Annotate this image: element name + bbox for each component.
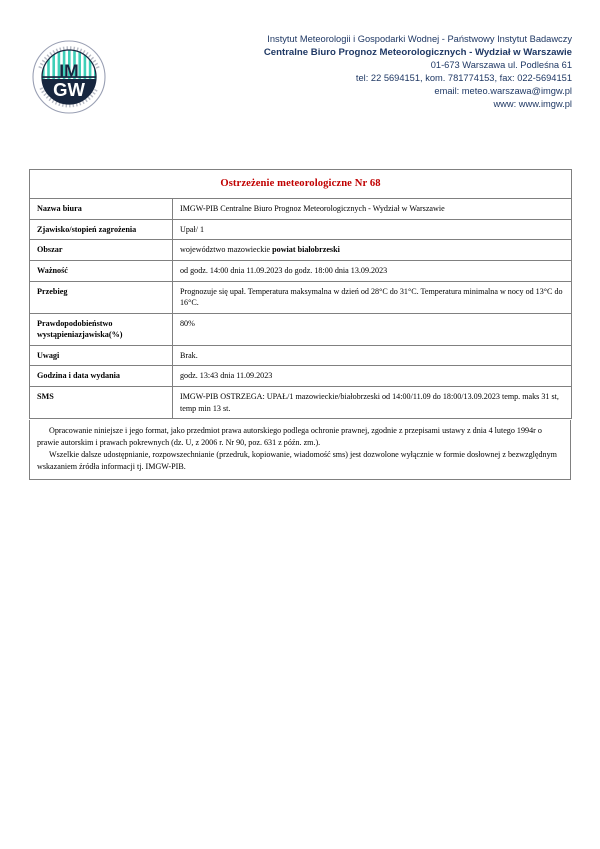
row-label-przebieg: Przebieg bbox=[30, 281, 173, 313]
header-line-phone: tel: 22 5694151, kom. 781774153, fax: 022-5694151 bbox=[355, 72, 572, 83]
row-value-obszar bbox=[173, 240, 572, 261]
table-row bbox=[30, 240, 572, 261]
row-label-uwagi: Uwagi bbox=[30, 345, 173, 366]
row-value-sms: IMGW-PIB OSTRZEGA: UPAŁ/1 mazowieckie/białobrzeski od 14:00/11.09 do 18:00/13.09.2023 temp. maks 31 st, temp min 13 st. bbox=[173, 387, 572, 419]
table-row-title bbox=[30, 170, 572, 199]
row-value-uwagi: Brak. bbox=[173, 345, 572, 366]
obszar-county: powiat białobrzeski bbox=[272, 245, 340, 255]
table-row bbox=[30, 387, 572, 419]
row-label-prawdopodobienstwo: Prawdopodobieństwo wystąpieniazjawiska(%) bbox=[30, 313, 173, 345]
header-line-address: 01-673 Warszawa ul. Podleśna 61 bbox=[430, 60, 572, 71]
page-header bbox=[0, 0, 600, 140]
table-row bbox=[30, 219, 572, 240]
row-label-sms: SMS bbox=[30, 387, 173, 419]
header-line-institute: Instytut Meteorologii i Gospodarki Wodnej - Państwowy Instytut Badawczy bbox=[267, 34, 572, 44]
logo-initials-im: IM bbox=[59, 60, 79, 81]
copyright-paragraph-2: Wszelkie dalsze udostępnianie, rozpowszechnianie (przedruk, kopiowanie, wiadomość sms) jest dozwolone wyłącznie w formie dosłownej z bezwzględnym wskazaniem źródła informacji tj. IMGW-PIB. bbox=[37, 449, 557, 471]
table-row bbox=[30, 260, 572, 281]
header-line-email: email: meteo.warszawa@imgw.pl bbox=[434, 85, 572, 96]
copyright-paragraph-1: Opracowanie niniejsze i jego format, jako przedmiot prawa autorskiego podlega ochronie prawnej, zgodnie z przepisami ustawy z dnia 4 lutego 1994r o prawie autorskim i prawach pokrewnych (dz. U, z 2006 r. Nr 90, poz. 631 z późn. zm.). bbox=[37, 426, 542, 447]
header-line-website: www: www.imgw.pl bbox=[493, 98, 572, 109]
page-title: Ostrzeżenie meteorologiczne Nr 68 bbox=[220, 178, 381, 189]
table-row bbox=[30, 345, 572, 366]
obszar-region: województwo mazowieckie bbox=[180, 245, 273, 255]
row-value-zjawisko: Upał/ 1 bbox=[173, 219, 572, 240]
table-row bbox=[30, 281, 572, 313]
row-value-nazwa-biura: IMGW-PIB Centralne Biuro Prognoz Meteorologicznych - Wydział w Warszawie bbox=[173, 199, 572, 220]
row-value-prawdopodobienstwo: 80% bbox=[173, 313, 572, 345]
header-line-department: Centralne Biuro Prognoz Meteorologicznych - Wydział w Warszawie bbox=[263, 46, 572, 58]
row-label-waznosc: Ważność bbox=[30, 260, 173, 281]
warning-table bbox=[29, 169, 572, 419]
header-contact-block bbox=[152, 33, 572, 110]
table-row bbox=[30, 199, 572, 220]
logo-initials-gw: GW bbox=[53, 79, 85, 100]
row-value-waznosc: od godz. 14:00 dnia 11.09.2023 do godz. 18:00 dnia 13.09.2023 bbox=[173, 260, 572, 281]
row-label-zjawisko: Zjawisko/stopień zagrożenia bbox=[30, 219, 173, 240]
title-cell bbox=[30, 170, 572, 199]
row-label-obszar: Obszar bbox=[30, 240, 173, 261]
row-label-godzina-wydania: Godzina i data wydania bbox=[30, 366, 173, 387]
copyright-note bbox=[29, 420, 571, 480]
table-row bbox=[30, 313, 572, 345]
table-row bbox=[30, 366, 572, 387]
row-label-nazwa-biura: Nazwa biura bbox=[30, 199, 173, 220]
imgw-circular-seal-icon bbox=[30, 38, 108, 116]
row-value-godzina-wydania: godz. 13:43 dnia 11.09.2023 bbox=[173, 366, 572, 387]
row-value-przebieg: Prognozuje się upał. Temperatura maksymalna w dzień od 28°C do 31°C. Temperatura minimalna w nocy od 13°C do 16°C. bbox=[173, 281, 572, 313]
imgw-logo bbox=[30, 38, 108, 116]
